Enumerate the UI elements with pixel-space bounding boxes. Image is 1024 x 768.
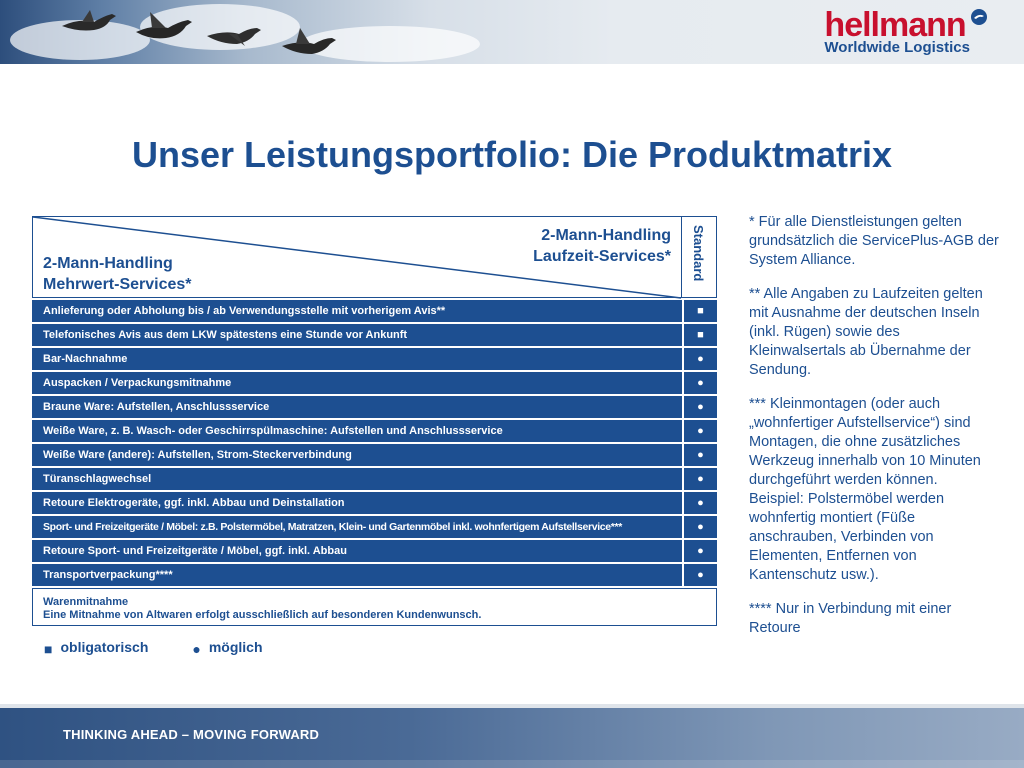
footnote-1: * Für alle Dienstleistungen gelten grundsätzlich die ServicePlus-AGB der System Alliance. [749, 214, 999, 268]
footer-shade [0, 760, 1024, 768]
table-row [32, 540, 717, 562]
left-label-line2: Mehrwert-Services* [43, 276, 192, 293]
square-icon: ■ [44, 641, 53, 657]
optional-mark: ● [682, 468, 717, 490]
footnote-3-example: Beispiel: Polstermöbel werden wohnfertig montiert (Füße anschrauben, Verbinden von Elementen, Entfernen von Kantenschutz usw.). [749, 491, 945, 583]
row-text: Transportverpackung**** [43, 569, 173, 581]
table-row [32, 372, 717, 394]
legend-obligatory [44, 639, 148, 655]
row-text: Retoure Elektrogeräte, ggf. inkl. Abbau und Deinstallation [43, 497, 345, 509]
page-title: Unser Leistungsportfolio: Die Produktmatrix [131, 134, 893, 175]
goose-icon [278, 26, 340, 58]
header-banner [0, 0, 1024, 64]
standard-column-header [681, 217, 716, 297]
table-row [32, 348, 717, 370]
row-text: Bar-Nachnahme [43, 353, 128, 365]
warenmitnahme-title: Warenmitnahme [43, 596, 129, 608]
row-text: Auspacken / Verpackungsmitnahme [43, 377, 232, 389]
row-text: Weiße Ware (andere): Aufstellen, Strom-Steckerverbindung [43, 449, 352, 461]
optional-mark: ● [682, 420, 717, 442]
optional-mark: ● [682, 396, 717, 418]
goose-icon [60, 8, 120, 38]
right-label-line1: 2-Mann-Handling [541, 227, 671, 244]
footnote-4: **** Nur in Verbindung mit einer Retoure [749, 601, 952, 636]
standard-label: Standard [691, 225, 706, 282]
dot-icon: ● [192, 641, 201, 657]
row-text: Telefonisches Avis aus dem LKW spätestens eine Stunde vor Ankunft [43, 329, 408, 341]
optional-mark: ● [682, 348, 717, 370]
warenmitnahme-text: Eine Mitnahme von Altwaren erfolgt ausschließlich auf besonderen Kundenwunsch. [43, 609, 482, 621]
table-row [32, 396, 717, 418]
row-text: Weiße Ware, z. B. Wasch- oder Geschirrspülmaschine: Aufstellen und Anschlussservice [43, 425, 503, 437]
goose-icon [205, 22, 265, 52]
footnotes [749, 213, 999, 653]
legend [44, 639, 307, 655]
optional-mark: ● [682, 492, 717, 514]
logo-brand: hellmann [824, 6, 966, 44]
footer-band [0, 708, 1024, 768]
table-row [32, 324, 717, 346]
optional-mark: ● [682, 516, 717, 538]
goose-icon [132, 10, 196, 44]
row-text: Braune Ware: Aufstellen, Anschlussservice [43, 401, 270, 413]
warenmitnahme-box [32, 588, 717, 626]
footnote-2: ** Alle Angaben zu Laufzeiten gelten mit Ausnahme der deutschen Inseln (inkl. Rügen) sowie des Kleinwalsertals ab Übernahme der Sendung. [749, 286, 983, 378]
optional-mark: ● [682, 444, 717, 466]
legend-possible [192, 639, 262, 655]
obligatory-mark: ■ [682, 300, 717, 322]
logo-subtitle: Worldwide Logistics [824, 39, 970, 56]
row-text: Retoure Sport- und Freizeitgeräte / Möbel, ggf. inkl. Abbau [43, 545, 347, 557]
left-label-line1: 2-Mann-Handling [43, 255, 173, 272]
row-text: Anlieferung oder Abholung bis / ab Verwendungsstelle mit vorherigem Avis** [43, 305, 446, 317]
mehrwert-services-label [43, 253, 192, 295]
table-row [32, 468, 717, 490]
table-row [32, 492, 717, 514]
right-label-line2: Laufzeit-Services* [533, 248, 671, 265]
table-row [32, 300, 717, 322]
matrix-header [32, 216, 717, 298]
globe-bird-icon [970, 8, 988, 26]
table-row [32, 516, 717, 538]
row-text: Türanschlagwechsel [43, 473, 152, 485]
header-divider [0, 64, 1024, 67]
table-row [32, 444, 717, 466]
product-matrix [32, 216, 717, 626]
laufzeit-services-label [533, 225, 671, 267]
table-row [32, 564, 717, 586]
footer-slogan: THINKING AHEAD – MOVING FORWARD [63, 727, 320, 742]
row-text: Sport- und Freizeitgeräte / Möbel: z.B. Polstermöbel, Matratzen, Klein- und Gartenmöbel inkl. wohnfertigem Aufstellservice*** [43, 521, 622, 533]
hellmann-logo [824, 8, 970, 56]
optional-mark: ● [682, 540, 717, 562]
table-row [32, 420, 717, 442]
obligatory-mark: ■ [682, 324, 717, 346]
footnote-3: *** Kleinmontagen (oder auch „wohnfertiger Aufstellservice“) sind Montagen, die ohne zusätzliches Werkzeug innerhalb von 10 Minuten durchgeführt werden können. [749, 396, 981, 488]
legend-possible-label: möglich [208, 639, 263, 655]
matrix-rows [32, 300, 717, 586]
legend-obligatory-label: obligatorisch [60, 639, 149, 655]
optional-mark: ● [682, 372, 717, 394]
optional-mark: ● [682, 564, 717, 586]
